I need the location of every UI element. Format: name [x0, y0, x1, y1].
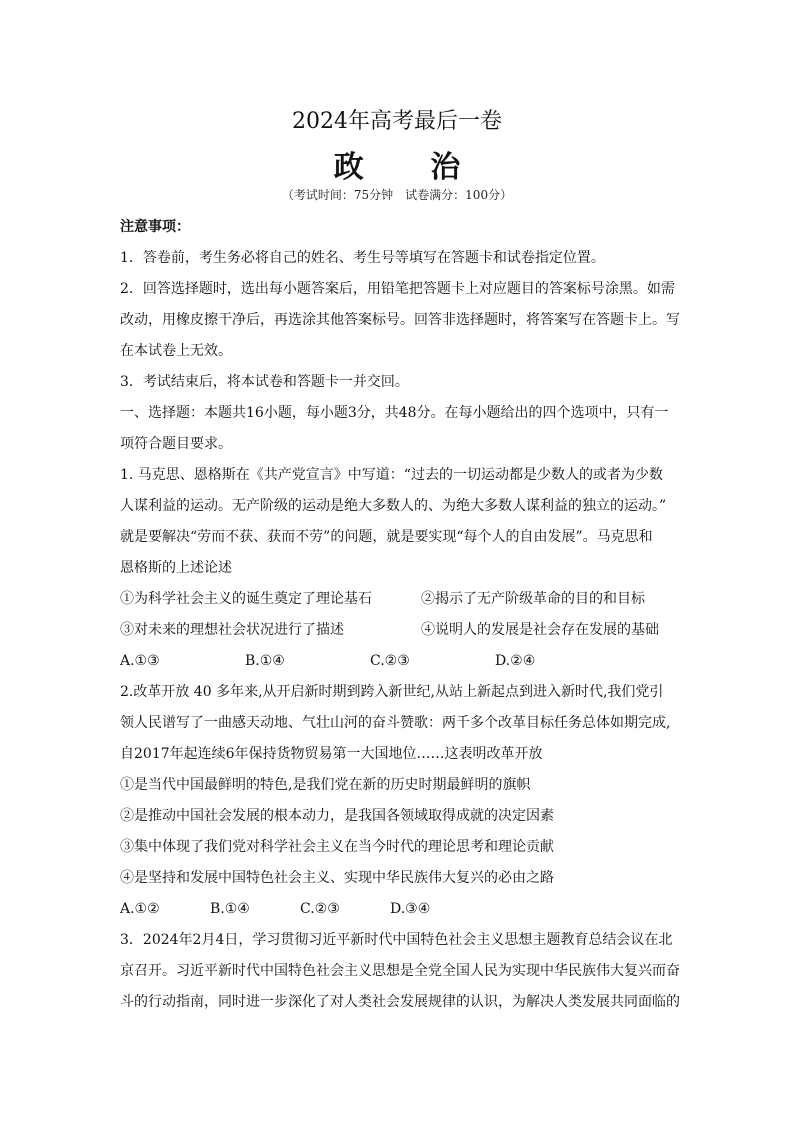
question-1-text: 就是要解决“劳而不获、获而不劳”的问题，就是要实现“每个人的自由发展”。马克思和: [120, 529, 653, 545]
question-1-options-row: [120, 584, 682, 615]
question-3-text: 斗的行动指南，同时进一步深化了对人类社会发展规律的认识，为解决人类发展共同面临的: [120, 994, 680, 1010]
notice-line: 在本试卷上无效。: [120, 343, 232, 359]
answer-choice: B.①④: [210, 901, 250, 917]
option: ③对未来的理想社会状况进行了描述: [120, 622, 344, 638]
notice-line: 3．考试结束后，将本试卷和答题卡一并交回。: [120, 374, 409, 390]
answer-choice: C.②③: [370, 653, 410, 669]
subject-title: 政 治: [333, 150, 489, 185]
question-2-text: 2.改革开放 40 多年来,从开启新时期到跨入新世纪,从站上新起点到进入新时代,我们党引: [120, 684, 664, 700]
answer-choice: A.①③: [120, 653, 160, 669]
question-1-text: 1. 马克思、恩格斯在《共产党宣言》中写道：“过去的一切运动都是少数人的或者为少数: [120, 467, 663, 483]
notice-title: 注意事项：: [120, 219, 190, 235]
question-1-text: 恩格斯的上述论述: [120, 560, 232, 576]
section-heading: 一、选择题：本题共16小题，每小题3分，共48分。在每小题给出的四个选项中，只有一: [120, 405, 669, 421]
question-1-answers: [120, 646, 682, 677]
option: ②揭示了无产阶级革命的目的和目标: [421, 591, 645, 607]
option: ①为科学社会主义的诞生奠定了理论基石: [120, 591, 372, 607]
notice-line: 2．回答选择题时，选出每小题答案后，用铅笔把答题卡上对应题目的答案标号涂黑。如需: [120, 281, 675, 297]
answer-choice: D.②④: [495, 653, 536, 669]
answer-choice: D.③④: [390, 901, 431, 917]
notice-line: 改动，用橡皮擦干净后，再选涂其他答案标号。回答非选择题时，将答案写在答题卡上。写: [120, 312, 680, 328]
option: ②是推动中国社会发展的根本动力，是我国各领域取得成就的决定因素: [120, 808, 554, 824]
question-2-answers: [120, 894, 682, 925]
answer-choice: B.①④: [245, 653, 285, 669]
question-3-text: 京召开。习近平新时代中国特色社会主义思想是全党全国人民为实现中华民族伟大复兴而奋: [120, 963, 680, 979]
answer-choice: C.②③: [300, 901, 340, 917]
question-3-text: 3．2024年2月4日，学习贯彻习近平新时代中国特色社会主义思想主题教育总结会议在北: [120, 932, 673, 948]
exam-title: 2024年高考最后一卷: [292, 109, 502, 134]
question-2-text: 自2017年起连续6年保持货物贸易第一大国地位……这表明改革开放: [120, 746, 543, 762]
question-1-options-row: [120, 615, 682, 646]
exam-body: [120, 212, 682, 1018]
answer-choice: A.①②: [120, 901, 160, 917]
option: ④说明人的发展是社会存在发展的基础: [421, 622, 659, 638]
option: ④是坚持和发展中国特色社会主义、实现中华民族伟大复兴的必由之路: [120, 870, 554, 886]
option: ③集中体现了我们党对科学社会主义在当今时代的理论思考和理论贡献: [120, 839, 554, 855]
option: ①是当代中国最鲜明的特色,是我们党在新的历史时期最鲜明的旗帜: [120, 777, 531, 793]
exam-info: （考试时间：75分钟 试卷满分：100分）: [281, 188, 513, 202]
question-1-text: 人谋利益的运动。无产阶级的运动是绝大多数人的、为绝大多数人谋利益的独立的运动。”: [120, 498, 667, 514]
question-2-text: 领人民谱写了一曲感天动地、气壮山河的奋斗赞歌：两千多个改革目标任务总体如期完成,: [120, 715, 671, 731]
section-heading: 项符合题目要求。: [120, 436, 232, 452]
notice-line: 1．答卷前，考生务必将自己的姓名、考生号等填写在答题卡和试卷指定位置。: [120, 250, 605, 266]
